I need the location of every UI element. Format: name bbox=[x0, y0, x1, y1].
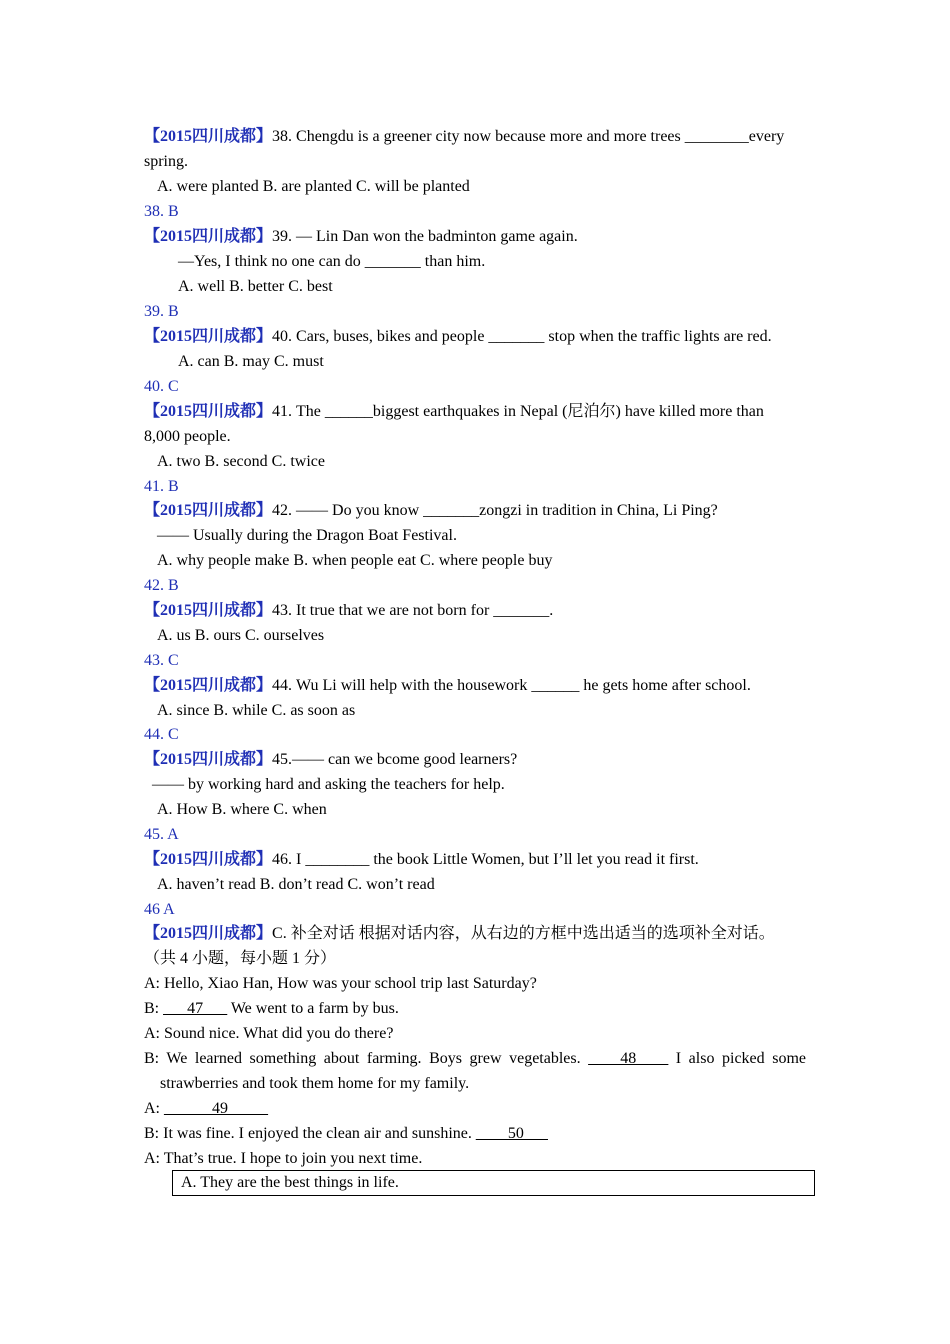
source-tag: 【2015四川成都】 bbox=[144, 602, 273, 619]
question-41-options: A. two B. second C. twice bbox=[157, 453, 325, 470]
question-40-answer: 40. C bbox=[144, 378, 179, 395]
question-42-stem: 【2015四川成都】42. —— Do you know _______zongzi in tradition in China, Li Ping? bbox=[144, 502, 718, 519]
question-44-stem: 【2015四川成都】44. Wu Li will help with the housework ______ he gets home after school. bbox=[144, 677, 751, 694]
blank-47: ___47___ bbox=[163, 1000, 228, 1017]
dialogue-line-b2-cont: strawberries and took them home for my family. bbox=[160, 1075, 470, 1092]
question-42-answer: 42. B bbox=[144, 577, 179, 594]
box-option-a: A. They are the best things in life. bbox=[181, 1174, 399, 1191]
source-tag: 【2015四川成都】 bbox=[144, 128, 273, 145]
question-39-answer: 39. B bbox=[144, 303, 179, 320]
dialogue-line-b2: B: We learned something about farming. Boys grew vegetables. ____48____ I also picked some bbox=[144, 1050, 806, 1067]
question-46-answer: 46 A bbox=[144, 901, 175, 918]
question-43-options: A. us B. ours C. ourselves bbox=[157, 627, 325, 644]
section-c-note: （共 4 小题，每小题 1 分） bbox=[144, 950, 337, 967]
blank-48: ____48____ bbox=[588, 1050, 669, 1067]
source-tag: 【2015四川成都】 bbox=[144, 228, 273, 245]
question-39-options: A. well B. better C. best bbox=[178, 278, 333, 295]
source-tag: 【2015四川成都】 bbox=[144, 328, 273, 345]
question-38-stem: 【2015四川成都】38. Chengdu is a greener city now because more and more trees ________every bbox=[144, 128, 785, 145]
question-40-stem: 【2015四川成都】40. Cars, buses, bikes and people _______ stop when the traffic lights are red. bbox=[144, 328, 772, 345]
question-42-stem-cont: —— Usually during the Dragon Boat Festival. bbox=[157, 527, 457, 544]
question-42-options: A. why people make B. when people eat C. where people buy bbox=[157, 552, 553, 569]
question-46-options: A. haven’t read B. don’t read C. won’t read bbox=[157, 876, 435, 893]
dialogue-line-b1: B: ___47___ We went to a farm by bus. bbox=[144, 1000, 399, 1017]
dialogue-line-a2: A: Sound nice. What did you do there? bbox=[144, 1025, 394, 1042]
question-40-options: A. can B. may C. must bbox=[178, 353, 324, 370]
question-41-answer: 41. B bbox=[144, 478, 179, 495]
blank-50: ____50___ bbox=[475, 1125, 548, 1142]
options-box bbox=[172, 1170, 815, 1196]
question-41-stem: 【2015四川成都】41. The ______biggest earthquakes in Nepal (尼泊尔) have killed more than bbox=[144, 403, 764, 420]
source-tag: 【2015四川成都】 bbox=[144, 925, 273, 942]
dialogue-line-a3: A: ______49_____ bbox=[144, 1100, 268, 1117]
source-tag: 【2015四川成都】 bbox=[144, 677, 273, 694]
question-45-stem: 【2015四川成都】45.—— can we bcome good learners? bbox=[144, 751, 518, 768]
question-45-options: A. How B. where C. when bbox=[157, 801, 327, 818]
blank-49: ______49_____ bbox=[164, 1100, 268, 1117]
question-38-answer: 38. B bbox=[144, 203, 179, 220]
question-38-options: A. were planted B. are planted C. will be planted bbox=[157, 178, 470, 195]
source-tag: 【2015四川成都】 bbox=[144, 851, 273, 868]
question-44-answer: 44. C bbox=[144, 726, 179, 743]
question-45-stem-cont: —— by working hard and asking the teachers for help. bbox=[152, 776, 505, 793]
section-c-title: 【2015四川成都】C. 补全对话 根据对话内容，从右边的方框中选出适当的选项补全对话。 bbox=[144, 925, 775, 942]
source-tag: 【2015四川成都】 bbox=[144, 403, 273, 420]
question-39-stem-cont: —Yes, I think no one can do _______ than him. bbox=[178, 253, 486, 270]
question-46-stem: 【2015四川成都】46. I ________ the book Little Women, but I’ll let you read it first. bbox=[144, 851, 699, 868]
source-tag: 【2015四川成都】 bbox=[144, 502, 273, 519]
question-44-options: A. since B. while C. as soon as bbox=[157, 702, 356, 719]
question-43-stem: 【2015四川成都】43. It true that we are not born for _______. bbox=[144, 602, 554, 619]
dialogue-line-a1: A: Hello, Xiao Han, How was your school trip last Saturday? bbox=[144, 975, 537, 992]
source-tag: 【2015四川成都】 bbox=[144, 751, 273, 768]
question-39-stem: 【2015四川成都】39. — Lin Dan won the badminton game again. bbox=[144, 228, 578, 245]
question-41-stem-cont: 8,000 people. bbox=[144, 428, 231, 445]
question-43-answer: 43. C bbox=[144, 652, 179, 669]
dialogue-line-b3: B: It was fine. I enjoyed the clean air and sunshine. ____50___ bbox=[144, 1125, 548, 1142]
question-45-answer: 45. A bbox=[144, 826, 179, 843]
dialogue-line-a4: A: That’s true. I hope to join you next time. bbox=[144, 1150, 423, 1167]
question-38-stem-cont: spring. bbox=[144, 153, 188, 170]
